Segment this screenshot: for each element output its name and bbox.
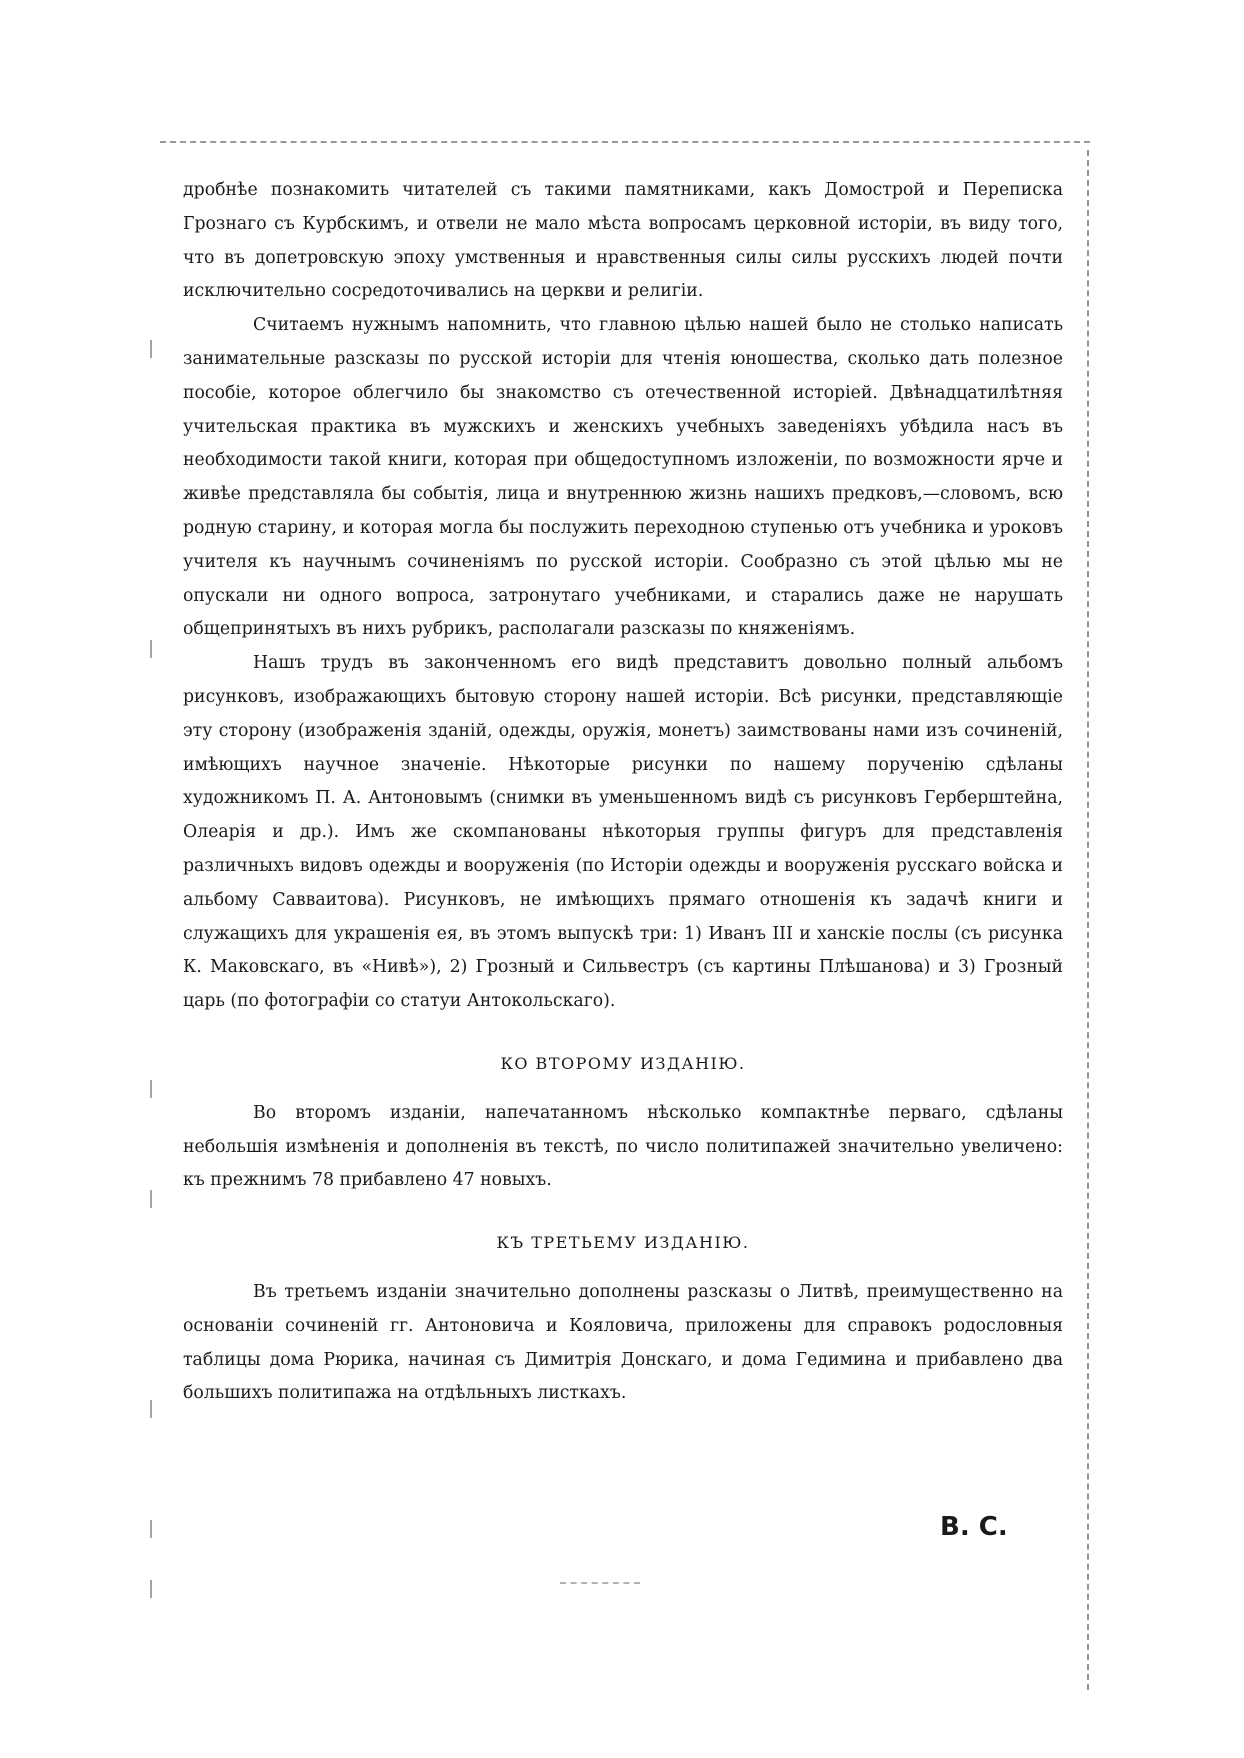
paragraph-illustrations: Нашъ трудъ въ законченномъ его видѣ представитъ довольно полный альбомъ рисунковъ, изображающихъ бытовую сторону нашей исторіи. Всѣ рисунки, представляющіе эту сторону (изображенія зданій, одежды, оружія, монетъ) заимствованы нами изъ сочиненій, имѣющихъ научное значеніе. Нѣкоторые рисунки по нашему порученію сдѣланы художникомъ П. А. Антоновымъ (снимки въ уменьшенномъ видѣ съ рисунковъ Герберштейна, Олеарія и др.). Имъ же скомпанованы нѣкоторыя группы фигуръ для представленія различныхъ видовъ одежды и вооруженія (по Исторіи одежды и вооруженія русскаго войска и альбому Савваитова). Рисунковъ, не имѣющихъ прямаго отношенія къ задачѣ книги и служащихъ для украшенія ея, въ этомъ выпускѣ три: 1) Иванъ III и ханскіе послы (съ рисунка К. Маковскаго, въ «Нивѣ»), 2) Грозный и Сильвестръ (съ картины Плѣшанова) и 3) Грозный царь (по фотографіи со статуи Антокольскаго). (183, 653, 1063, 1012)
scan-border-bottom (560, 1582, 640, 1584)
scan-margin-marks (150, 340, 160, 1600)
section-heading-second-edition: КО ВТОРОМУ ИЗДАНІЮ. (500, 1053, 746, 1073)
paragraph-purpose: Считаемъ нужнымъ напомнить, что главною цѣлью нашей было не столько написать занимательные разсказы по русской исторіи для чтенія юношества, сколько дать полезное пособіе, которое облегчило бы знакомство съ отечественной исторіей. Двѣнадцатилѣтняя учительская практика въ мужскихъ и женскихъ учебныхъ заведеніяхъ убѣдила насъ въ необходимости такой книги, которая при общедоступномъ изложеніи, по возможности ярче и живѣе представляла бы событія, лица и внутреннюю жизнь нашихъ предковъ,—словомъ, всю родную старину, и которая могла бы послужить переходною ступенью отъ учебника и уроковъ учителя къ научнымъ сочиненіямъ по русской исторіи. Сообразно съ этой цѣлью мы не опускали ни одного вопроса, затронутаго учебниками, и старались даже не нарушать общепринятыхъ въ нихъ рубрикъ, располагали разсказы по княженіямъ. (183, 315, 1063, 640)
section-heading-third-edition: КЪ ТРЕТЬЕМУ ИЗДАНІЮ. (496, 1233, 750, 1253)
paragraph-intro: дробнѣе познакомить читателей съ такими памятниками, какъ Домострой и Переписка Грознаго съ Курбскимъ, и отвели не мало мѣста вопросамъ церковной исторіи, въ виду того, что въ допетровскую эпоху умственныя и нравственныя силы силы русскихъ людей почти исключительно сосредоточивались на церкви и религіи. (183, 180, 1063, 302)
document-page (183, 174, 1063, 1411)
paragraph-third-edition: Въ третьемъ изданіи значительно дополнены разсказы о Литвѣ, преимущественно на основаніи сочиненій гг. Антоновича и Кояловича, приложены для справокъ родословныя таблицы дома Рюрика, начиная съ Димитрія Донскаго, и дома Гедимина и прибавлено два большихъ политипажа на отдѣльныхъ листкахъ. (183, 1281, 1063, 1404)
author-signature: В. С. (940, 1512, 1008, 1542)
scan-border-right (1087, 150, 1089, 1690)
scan-border-top (160, 141, 1090, 143)
paragraph-second-edition: Во второмъ изданіи, напечатанномъ нѣсколько компактнѣе перваго, сдѣланы небольшія измѣненія и дополненія въ текстѣ, по число политипажей значительно увеличено: къ прежнимъ 78 прибавлено 47 новыхъ. (183, 1102, 1063, 1191)
